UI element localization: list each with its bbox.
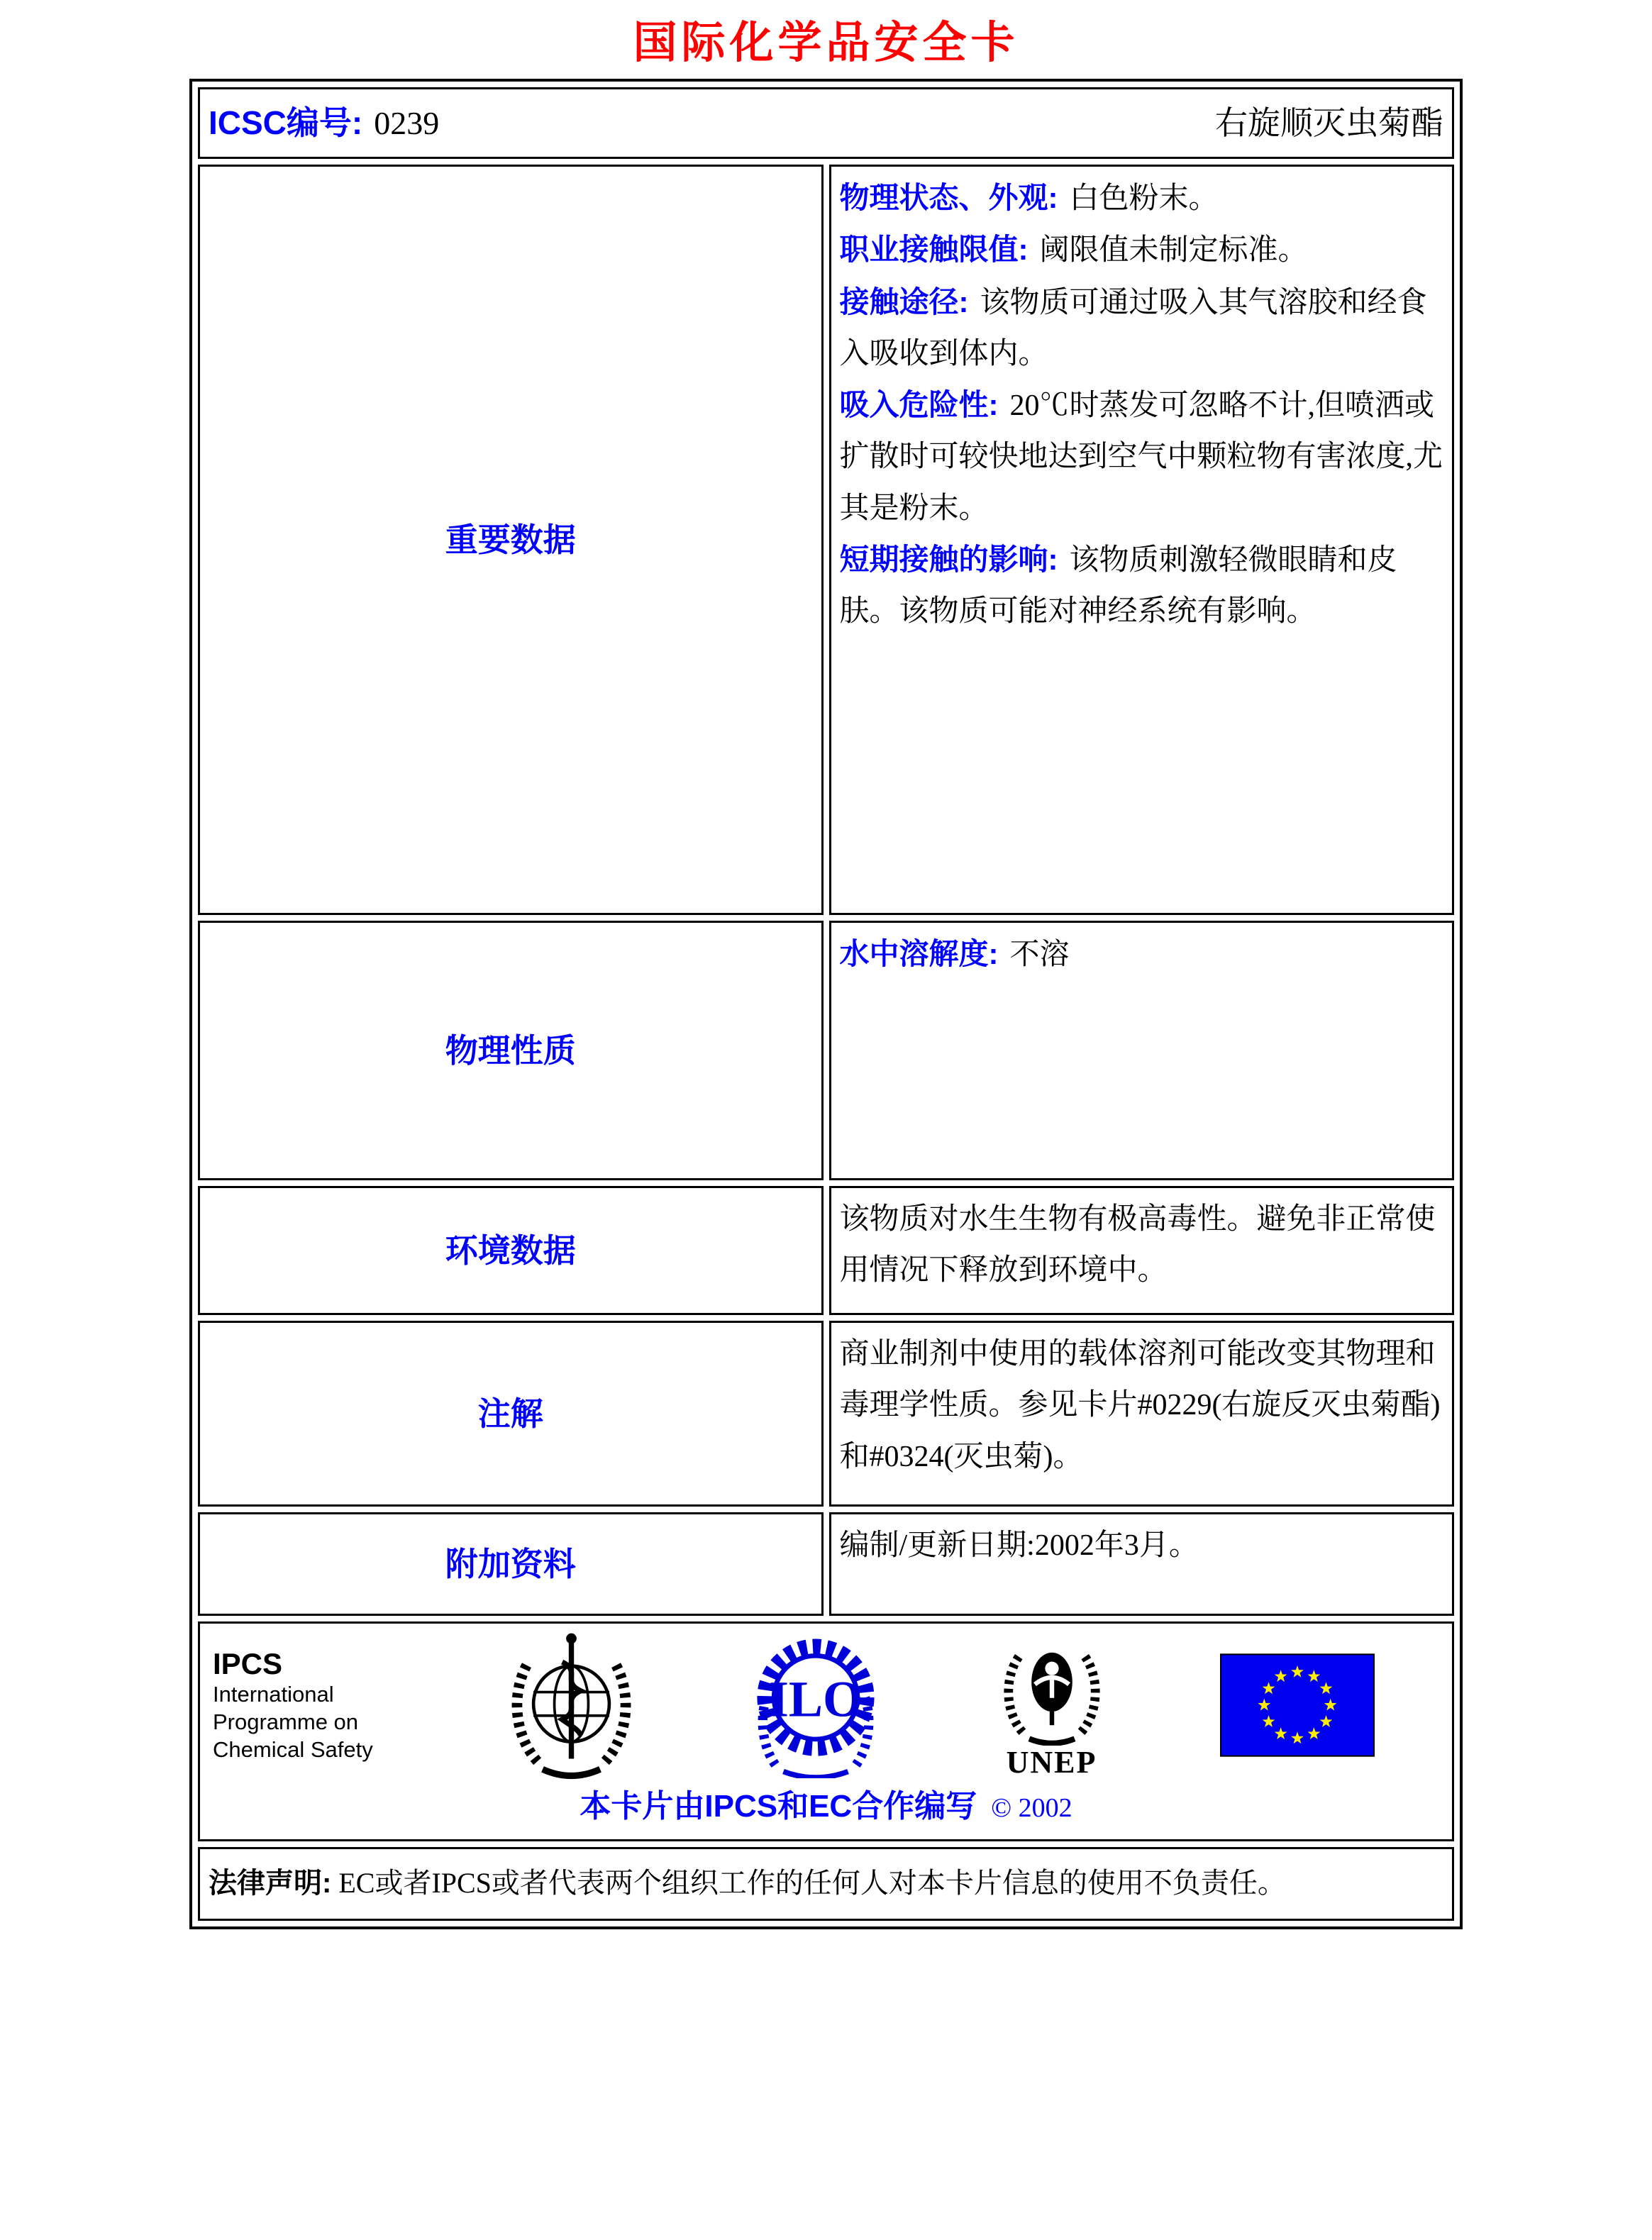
property-value: 该物质可通过吸入其气溶胶和经食入吸收到体内。 — [839, 286, 1427, 370]
ilo-monogram: ILO — [768, 1670, 863, 1728]
logos-row — [198, 1621, 1454, 1841]
section-label-physical-properties: 物理性质 — [198, 921, 824, 1180]
property-value: 该物质刺激轻微眼睛和皮肤。该物质可能对神经系统有影响。 — [839, 543, 1397, 628]
property-key: 吸入危险性: — [839, 388, 999, 422]
ipcs-subtitle-line: Programme on — [213, 1709, 359, 1734]
unep-wordmark: UNEP — [1006, 1745, 1097, 1780]
ilo-logo-icon — [748, 1633, 883, 1778]
property-key: 水中溶解度: — [839, 937, 999, 971]
additional-info-content — [829, 1512, 1455, 1616]
caption-text: 本卡片由IPCS和EC合作编写 — [580, 1789, 977, 1824]
notes-row — [198, 1321, 1454, 1507]
property-value: 不溶 — [1009, 938, 1070, 972]
important-data-content — [829, 165, 1455, 915]
ipcs-subtitle-line: Chemical Safety — [213, 1736, 373, 1762]
ipcs-text-block — [213, 1647, 394, 1764]
section-label-environmental-data: 环境数据 — [198, 1186, 824, 1315]
unep-logo-icon — [995, 1632, 1109, 1778]
copyright-text: © 2002 — [991, 1793, 1072, 1824]
legal-text: EC或者IPCS或者代表两个组织工作的任何人对本卡片信息的使用不负责任。 — [338, 1867, 1286, 1900]
page-title: 国际化学品安全卡 — [633, 16, 1019, 68]
physical-properties-content — [829, 921, 1455, 1180]
property-line — [840, 224, 1444, 276]
icsc-card-table — [189, 79, 1463, 1929]
eu-flag-icon — [1220, 1653, 1375, 1757]
section-label-important-data: 重要数据 — [198, 165, 824, 915]
icsc-card-page — [0, 7, 1652, 1929]
property-value: 2002年3月。 — [1034, 1529, 1199, 1563]
section-label-additional-info: 附加资料 — [198, 1512, 824, 1616]
icsc-number-group — [209, 95, 439, 151]
property-line — [840, 534, 1444, 637]
legal-row — [198, 1847, 1454, 1921]
property-value: 白色粉末。 — [1069, 182, 1219, 216]
property-line: 商业制剂中使用的载体溶剂可能改变其物理和毒理学性质。参见卡片#0229(右旋反灭虫菊酯)和#0324(灭虫菊)。 — [839, 1338, 1441, 1473]
property-key: 编制/更新日期: — [839, 1529, 1035, 1563]
logos-cell — [198, 1621, 1454, 1841]
who-logo-icon — [506, 1631, 637, 1780]
environmental-data-content — [829, 1186, 1455, 1315]
property-key: 物理状态、外观: — [839, 181, 1058, 215]
header-cell — [198, 87, 1454, 159]
physical-properties-row — [198, 921, 1454, 1180]
important-data-row — [198, 165, 1454, 915]
icsc-number-label: ICSC编号: — [209, 104, 363, 141]
header-row — [198, 87, 1454, 159]
property-value: 阈限值未制定标准。 — [1039, 234, 1308, 267]
legal-label: 法律声明: — [209, 1868, 332, 1900]
property-line — [840, 1520, 1444, 1571]
environmental-data-row — [198, 1186, 1454, 1315]
section-label-notes: 注解 — [198, 1321, 824, 1507]
property-line: 该物质对水生生物有极高毒性。避免非正常使用情况下释放到环境中。 — [839, 1203, 1436, 1287]
legal-cell — [198, 1847, 1454, 1921]
icsc-number-value: 0239 — [374, 105, 440, 141]
additional-info-row — [198, 1512, 1454, 1616]
chemical-name: 右旋顺灭虫菊酯 — [1215, 105, 1443, 141]
ipcs-subtitle-line: International — [213, 1682, 334, 1707]
property-line — [840, 172, 1444, 224]
ipcs-title: IPCS — [213, 1646, 283, 1680]
property-key: 职业接触限值: — [839, 233, 1029, 267]
property-key: 接触途径: — [839, 284, 969, 318]
property-line — [840, 928, 1444, 980]
property-value: 20℃时蒸发可忽略不计,但喷洒或扩散时可较快地达到空气中颗粒物有害浓度,尤其是粉末。 — [839, 389, 1443, 525]
notes-content — [829, 1321, 1455, 1507]
property-line — [840, 277, 1444, 379]
cooperation-caption — [210, 1780, 1442, 1835]
property-key: 短期接触的影响: — [839, 542, 1058, 576]
property-line — [840, 379, 1444, 534]
